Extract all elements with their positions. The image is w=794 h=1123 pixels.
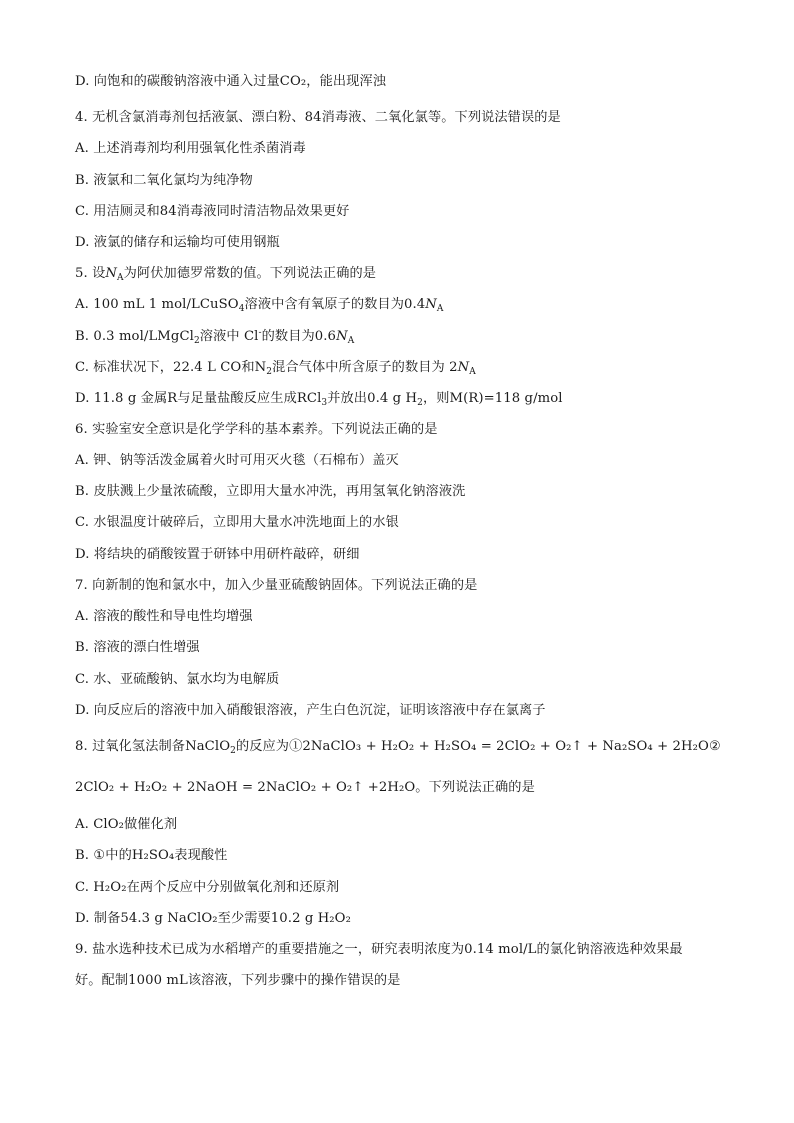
q4-stem: 4. 无机含氯消毒剂包括液氯、漂白粉、84消毒液、二氧化氯等。下列说法错误的是 — [75, 110, 561, 125]
q8-option-b: B. ①中的H₂SO₄表现酸性 — [75, 848, 228, 863]
q4-option-a: A. 上述消毒剂均利用强氧化性杀菌消毒 — [75, 141, 306, 156]
q3-option-d: D. 向饱和的碳酸钠溶液中通入过量CO₂，能出现浑浊 — [75, 74, 387, 89]
q8-stem: 8. 过氧化氢法制备NaClO$_2$的反应为①2NaClO₃ + H₂O₂ + H₂SO₄ = 2ClO₂ + O₂↑ + Na₂SO₄ + 2H₂O② — [75, 739, 721, 756]
q7-option-c: C. 水、亚硫酸钠、氯水均为电解质 — [75, 672, 280, 687]
q7-option-d: D. 向反应后的溶液中加入硝酸银溶液，产生白色沉淀，证明该溶液中存在氯离子 — [75, 703, 546, 718]
q8-stem-cont: 2ClO₂ + H₂O₂ + 2NaOH = 2NaClO₂ + O₂↑ +2H₂O。下列说法正确的是 — [75, 780, 535, 795]
q6-option-c: C. 水银温度计破碎后，立即用大量水冲洗地面上的水银 — [75, 515, 399, 530]
q5-option-d: D. 11.8 g 金属R与足量盐酸反应生成RCl$_3$并放出0.4 g $H_2$，则M(R)=118 g/mol — [75, 391, 563, 408]
q7-stem: 7. 向新制的饱和氯水中，加入少量亚硫酸钠固体。下列说法正确的是 — [75, 578, 478, 593]
q8-option-a: A. ClO₂做催化剂 — [75, 817, 178, 832]
q6-option-b: B. 皮肤溅上少量浓硫酸，立即用大量水冲洗，再用氢氧化钠溶液洗 — [75, 484, 466, 499]
q5-option-a: A. 100 mL 1 mol/LCuSO$_4$溶液中含有氧原子的数目为$0.4N_A$ — [75, 297, 444, 314]
q8-option-c: C. H₂O₂在两个反应中分别做氧化剂和还原剂 — [75, 880, 340, 895]
q4-option-c: C. 用洁厕灵和84消毒液同时清洁物品效果更好 — [75, 204, 350, 219]
q4-option-b: B. 液氯和二氧化氯均为纯净物 — [75, 173, 253, 188]
q9-stem-line2: 好。配制1000 mL该溶液，下列步骤中的操作错误的是 — [75, 973, 401, 988]
q6-option-a: A. 钾、钠等活泼金属着火时可用灭火毯（石棉布）盖灭 — [75, 453, 399, 468]
q4-option-d: D. 液氯的储存和运输均可使用钢瓶 — [75, 235, 280, 250]
equation-1: 2NaClO₃ + H₂O₂ + H₂SO₄ = 2ClO₂ + O₂↑ + Na₂SO₄ + 2H₂O — [302, 739, 709, 754]
q6-option-d: D. 将结块的硝酸铵置于研钵中用研杵敲碎，研细 — [75, 547, 360, 562]
q5-option-c: C. 标准状况下，22.4 L CO和$N_2$混合气体中所含原子的数目为 $2N_A$ — [75, 360, 476, 377]
q6-stem: 6. 实验室安全意识是化学学科的基本素养。下列说法正确的是 — [75, 422, 438, 437]
equation-2: 2ClO₂ + H₂O₂ + 2NaOH = 2NaClO₂ + O₂↑ +2H₂O — [75, 780, 416, 795]
q5-stem: 5. 设$N_A$为阿伏加德罗常数的值。下列说法正确的是 — [75, 266, 377, 283]
q7-option-a: A. 溶液的酸性和导电性均增强 — [75, 609, 253, 624]
q9-stem-line1: 9. 盐水选种技术已成为水稻增产的重要措施之一，研究表明浓度为0.14 mol/L的氯化钠溶液选种效果最 — [75, 942, 683, 957]
q5-option-b: B. 0.3 mol/LMgCl$_2$溶液中 Cl-的数目为$0.6N_A$ — [75, 328, 355, 346]
q8-option-d: D. 制备54.3 g NaClO₂至少需要10.2 g H₂O₂ — [75, 911, 351, 926]
q7-option-b: B. 溶液的漂白性增强 — [75, 640, 200, 655]
